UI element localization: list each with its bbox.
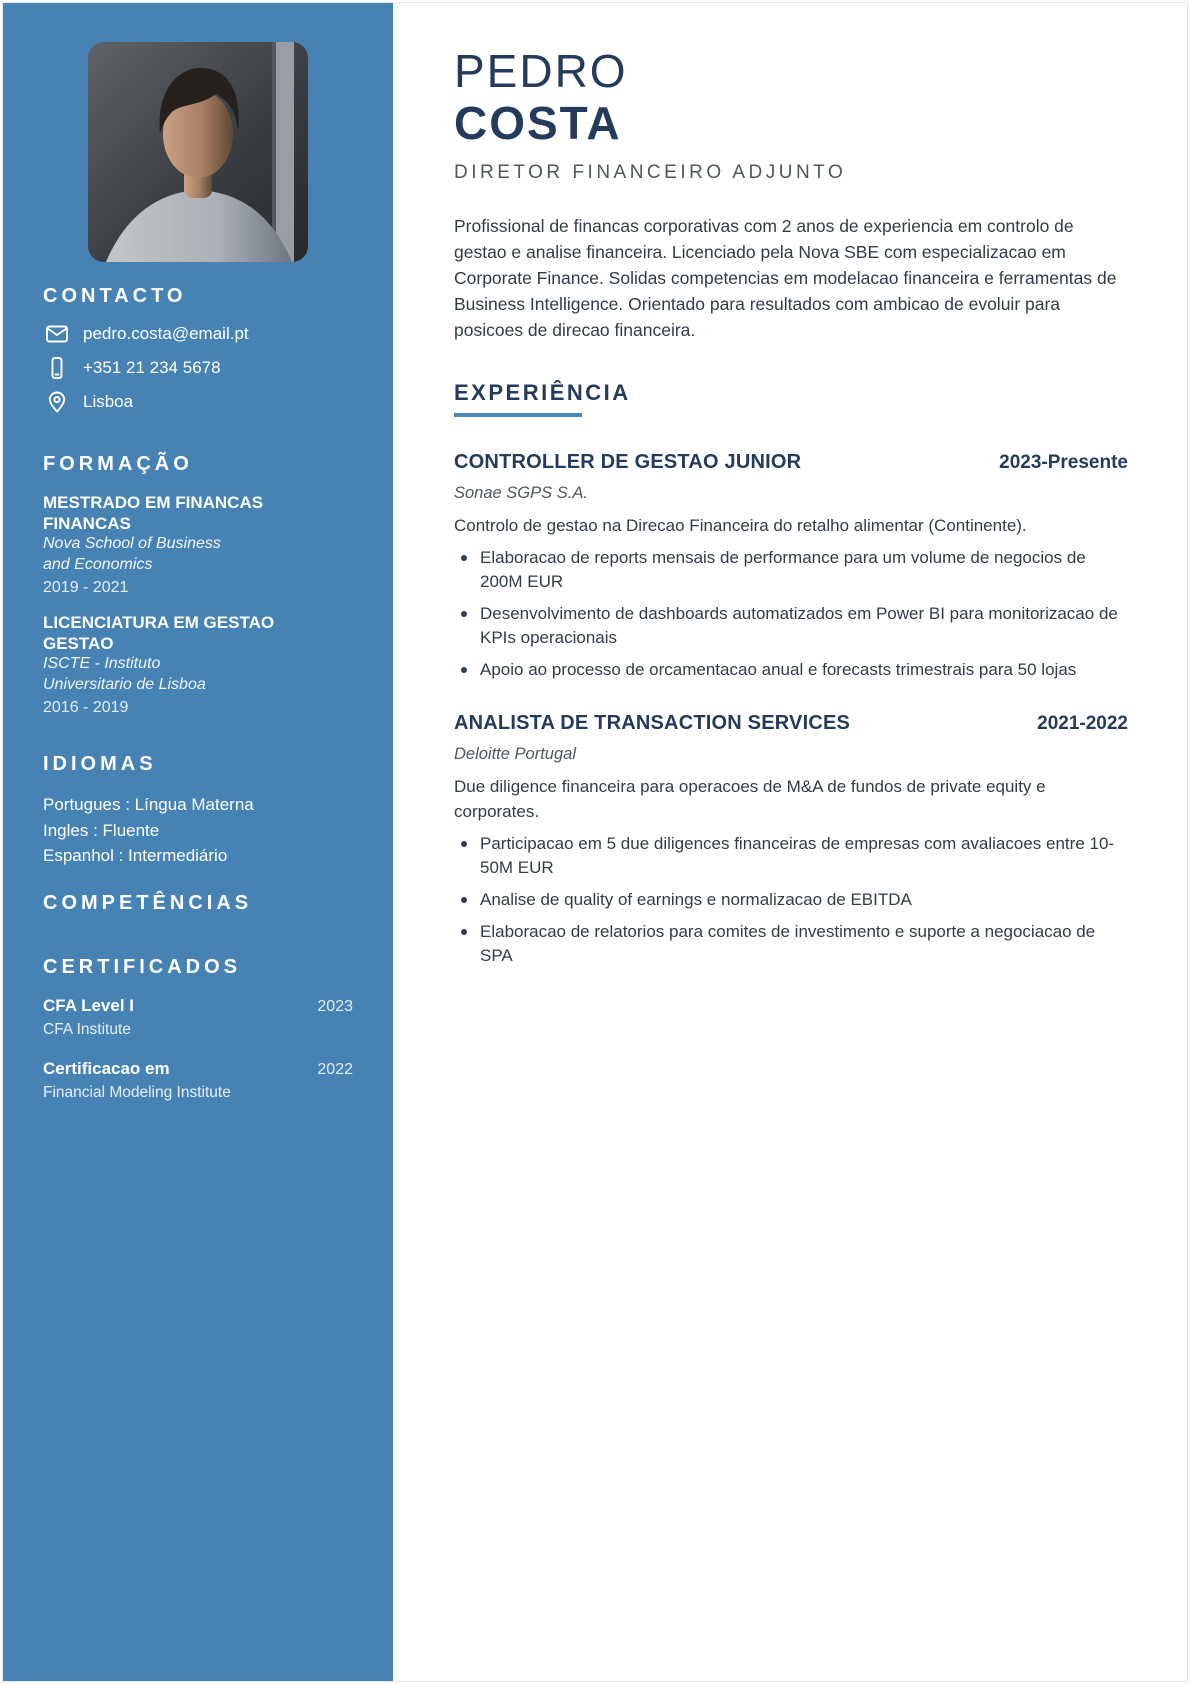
experience-job [454,451,1128,682]
contact-heading: CONTACTO [43,285,187,307]
job-bullet: Elaboracao de reports mensais de performance para um volume de negocios de 200M EUR [454,546,1128,594]
language-item: Portugues : Língua Materna [43,795,254,814]
portrait-photo-placeholder [88,42,308,262]
education-list [43,492,353,718]
profile-photo [88,42,308,262]
education-item [43,612,353,718]
contact-email-row [43,322,353,346]
degree-line: GESTAO [43,634,114,653]
job-dates: 2023-Presente [999,452,1128,473]
degree-line: LICENCIATURA EM GESTAO [43,613,275,632]
smartphone-icon [45,356,69,380]
contact-email: pedro.costa@email.pt [83,324,249,343]
education-dates: 2019 - 2021 [43,579,129,596]
job-dates: 2021-2022 [1037,713,1128,734]
certificate-issuer: CFA Institute [43,1020,131,1038]
experience-heading-underline [454,413,582,417]
contact-location-row [43,390,353,414]
envelope-icon [45,322,69,346]
skills-heading: COMPETÊNCIAS [43,891,253,914]
job-bullet: Elaboracao de relatorios para comites de investimento e suporte a negociacao de SPA [454,920,1128,968]
degree-title [43,492,353,534]
contact-location: Lisboa [83,392,134,411]
job-company: Deloitte Portugal [454,745,576,763]
degree-title [43,612,353,654]
languages-list [43,792,353,869]
degree-line: FINANCAS [43,514,131,533]
certificate-title: CFA Level I [43,995,135,1015]
job-bullet: Desenvolvimento de dashboards automatizados em Power BI para monitorizacao de KPIs operacionais [454,602,1128,650]
job-bullet: Participacao em 5 due diligences financeiras de empresas com avaliacoes entre 10-50M EUR [454,832,1128,880]
school-name [43,534,353,575]
certificate-year: 2023 [317,997,353,1015]
job-bullet-list [454,832,1128,968]
certificates-heading: CERTIFICADOS [43,955,241,978]
experience-job [454,712,1128,968]
main-content [454,3,1128,1681]
certificate-item [43,1058,353,1103]
school-line: Universitario de Lisboa [43,675,206,693]
job-bullet-list [454,546,1128,682]
job-company: Sonae SGPS S.A. [454,484,588,502]
certificate-year: 2022 [317,1060,353,1078]
certificate-issuer: Financial Modeling Institute [43,1083,231,1101]
first-name: PEDRO [454,45,628,97]
school-line: ISCTE - Instituto [43,655,161,672]
languages-heading: IDIOMAS [43,753,157,775]
certificate-item [43,995,353,1040]
school-line: and Economics [43,555,153,573]
job-description: Due diligence financeira para operacoes de M&A de fundos de private equity e corporates. [454,777,1046,821]
school-name [43,654,353,695]
education-dates: 2016 - 2019 [43,699,129,716]
contact-phone: +351 21 234 5678 [83,358,221,377]
experience-heading: EXPERIÊNCIA [454,380,631,405]
job-title: ANALISTA DE TRANSACTION SERVICES [454,712,851,734]
school-line: Nova School of Business [43,535,221,552]
map-pin-icon [45,390,69,414]
job-description: Controlo de gestao na Direcao Financeira do retalho alimentar (Continente). [454,516,1027,535]
last-name: COSTA [454,97,622,149]
job-title: CONTROLLER DE GESTAO JUNIOR [454,451,802,473]
job-bullet: Apoio ao processo de orcamentacao anual e forecasts trimestrais para 50 lojas [454,658,1128,682]
contact-list [43,322,353,414]
certificates-list [43,995,353,1103]
candidate-name [454,45,1128,149]
contact-phone-row [43,356,353,380]
job-bullet: Analise de quality of earnings e normalizacao de EBITDA [454,888,1128,912]
language-item: Ingles : Fluente [43,820,160,840]
education-heading: FORMAÇÃO [43,453,193,475]
language-item: Espanhol : Intermediário [43,846,228,865]
education-item [43,492,353,598]
sidebar [3,3,393,1681]
candidate-job-title: DIRETOR FINANCEIRO ADJUNTO [454,162,847,183]
profile-summary: Profissional de financas corporativas com 2 anos de experiencia em controlo de gestao e analise financeira. Licenciado pela Nova SBE com especializacao em Corporate Finance. Solidas competencias em modelacao financeira e ferramentas de Business Intelligence. Orientado para resultados com ambicao de evoluir para posicoes de direcao financeira. [454,216,1117,340]
certificate-title: Certificacao em [43,1058,170,1078]
degree-line: MESTRADO EM FINANCAS [43,493,264,512]
